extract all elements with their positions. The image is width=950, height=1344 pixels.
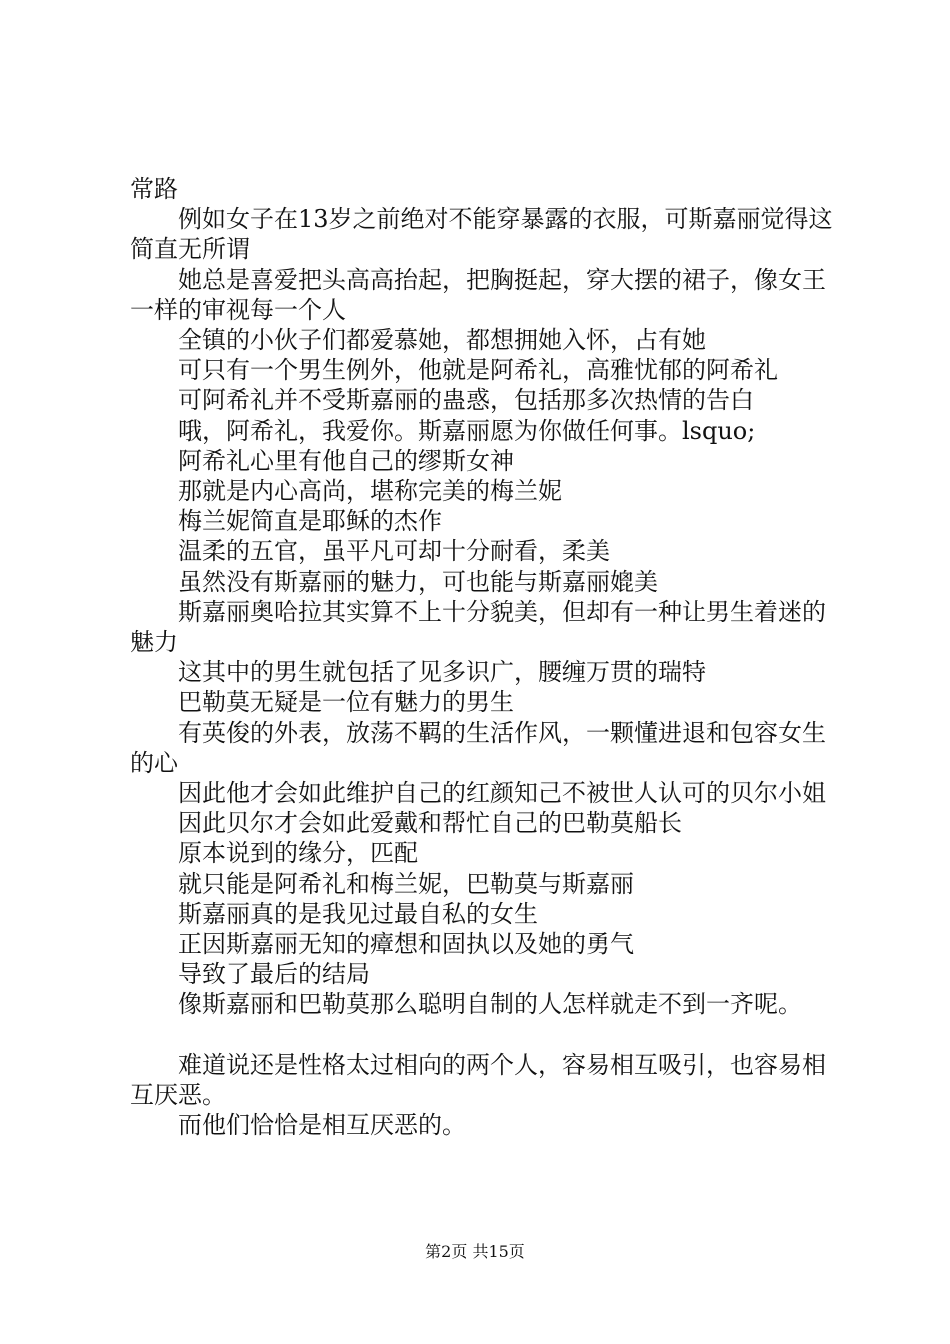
paragraph: 斯嘉丽真的是我见过最自私的女生 (178, 899, 538, 928)
page-number-label: 第2页 共15页 (425, 1242, 525, 1261)
paragraph: 有英俊的外表，放荡不羁的生活作风，一颗懂进退和包容女生的心 (130, 718, 826, 777)
paragraph: 梅兰妮简直是耶稣的杰作 (178, 507, 442, 536)
paragraph: 可只有一个男生例外，他就是阿希礼，高雅忧郁的阿希礼 (178, 356, 778, 385)
paragraph: 那就是内心高尚，堪称完美的梅兰妮 (178, 477, 562, 506)
paragraph: 正因斯嘉丽无知的瘴想和固执以及她的勇气 (178, 930, 634, 959)
paragraph: 可阿希礼并不受斯嘉丽的蛊惑，包括那多次热情的告白 (178, 386, 754, 415)
paragraph: 哦，阿希礼，我爱你。斯嘉丽愿为你做任何事。lsquo; (178, 416, 756, 445)
paragraph: 阿希礼心里有他自己的缪斯女神 (178, 446, 514, 475)
paragraph: 全镇的小伙子们都爱慕她，都想拥她入怀，占有她 (178, 326, 706, 355)
paragraph: 因此他才会如此维护自己的红颜知己不被世人认可的贝尔小姐 (178, 779, 826, 808)
paragraph: 原本说到的缘分，匹配 (178, 839, 418, 868)
paragraph: 温柔的五官，虽平凡可却十分耐看，柔美 (178, 537, 610, 566)
paragraph: 而他们恰恰是相互厌恶的。 (178, 1111, 466, 1140)
paragraph: 巴勒莫无疑是一位有魅力的男生 (178, 688, 514, 717)
paragraph: 常路 (130, 175, 178, 203)
paragraph: 虽然没有斯嘉丽的魅力，可也能与斯嘉丽媲美 (178, 567, 658, 596)
paragraph: 这其中的男生就包括了见多识广，腰缠万贯的瑞特 (178, 658, 706, 687)
paragraph: 像斯嘉丽和巴勒莫那么聪明自制的人怎样就走不到一齐呢。 (178, 990, 802, 1019)
paragraph: 例如女子在13岁之前绝对不能穿暴露的衣服，可斯嘉丽觉得这简直无所谓 (130, 205, 833, 264)
paragraph: 导致了最后的结局 (178, 960, 370, 989)
document-body (130, 174, 835, 1140)
paragraph: 难道说还是性格太过相向的两个人，容易相互吸引，也容易相互厌恶。 (130, 1050, 826, 1110)
paragraph: 她总是喜爱把头高高抬起，把胸挺起，穿大摆的裙子，像女王一样的审视每一个人 (130, 265, 826, 324)
paragraph: 因此贝尔才会如此爱戴和帮忙自己的巴勒莫船长 (178, 809, 682, 838)
blank-line (130, 1020, 835, 1050)
paragraph: 斯嘉丽奥哈拉其实算不上十分貌美，但却有一种让男生着迷的魅力 (130, 597, 826, 657)
page-footer (0, 1242, 950, 1262)
paragraph: 就只能是阿希礼和梅兰妮，巴勒莫与斯嘉丽 (178, 869, 634, 898)
